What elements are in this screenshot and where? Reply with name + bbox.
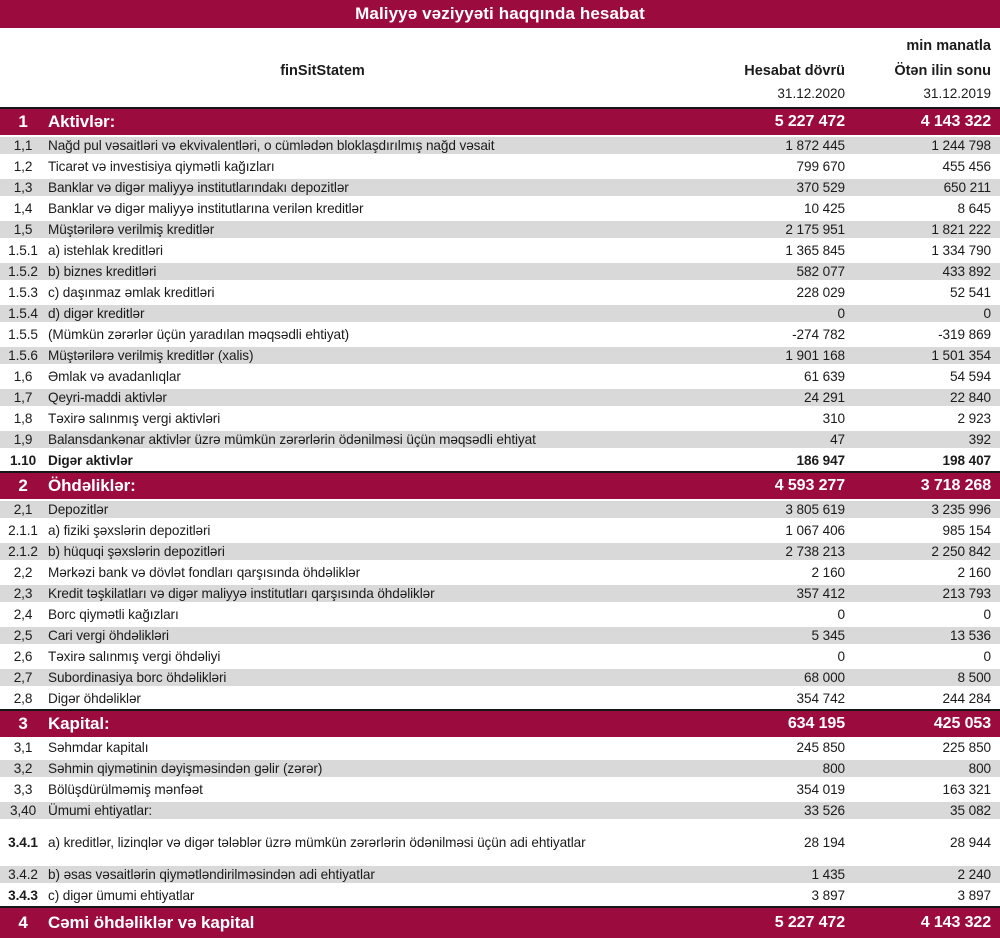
section-row	[0, 906, 1000, 938]
value-current-period: 354 742	[796, 691, 845, 706]
table-row	[0, 450, 1000, 471]
value-previous-period: 163 321	[942, 782, 991, 797]
row-label: c) daşınmaz əmlak kreditləri	[48, 285, 215, 300]
row-label: Qeyri-maddi aktivlər	[48, 390, 167, 405]
header-previous-period: Ötən ilin sonu	[894, 63, 991, 79]
table-row	[0, 240, 1000, 261]
row-number: 2.1.1	[8, 523, 38, 538]
table-row	[0, 345, 1000, 366]
value-current-period: 186 947	[796, 453, 845, 468]
header-current-date: 31.12.2020	[777, 85, 845, 101]
row-number: 1,8	[13, 411, 33, 426]
value-previous-period: 244 284	[942, 691, 991, 706]
table-row	[0, 282, 1000, 303]
value-current-period: 370 529	[796, 180, 845, 195]
value-current-period: 357 412	[796, 586, 845, 601]
table-row	[0, 667, 1000, 688]
row-number: 2	[18, 476, 28, 495]
value-current-period: 1 067 406	[785, 523, 845, 538]
table-row	[0, 779, 1000, 800]
financial-table	[0, 107, 1000, 938]
table-row	[0, 821, 1000, 864]
table-row	[0, 387, 1000, 408]
row-number: 3,3	[13, 782, 33, 797]
value-current-period: 1 872 445	[785, 138, 845, 153]
value-previous-period: 22 840	[950, 390, 991, 405]
row-label: Digər öhdəliklər	[48, 691, 141, 706]
row-number: 1.5.5	[8, 327, 38, 342]
row-label: Balansdankənar aktivlər üzrə mümkün zərərlərin ödənilməsi üçün məqsədli ehtiyat	[48, 432, 536, 447]
value-current-period: 800	[822, 761, 845, 776]
value-current-period: 10 425	[804, 201, 845, 216]
row-number: 1.10	[9, 453, 37, 468]
section-row	[0, 709, 1000, 737]
value-current-period: 634 195	[787, 715, 845, 732]
table-row	[0, 198, 1000, 219]
value-previous-period: 985 154	[942, 523, 991, 538]
row-number: 1	[18, 112, 28, 131]
row-number: 1.5.1	[8, 243, 38, 258]
table-row	[0, 520, 1000, 541]
row-label: Səhmin qiymətinin dəyişməsindən gəlir (zərər)	[48, 761, 323, 776]
row-number: 1,1	[13, 138, 33, 153]
row-label: Nağd pul vəsaitləri və ekvivalentləri, o cümlədən bloklaşdırılmış nağd vəsait	[48, 138, 495, 153]
row-number: 1.5.6	[8, 348, 38, 363]
table-row	[0, 604, 1000, 625]
table-row	[0, 219, 1000, 240]
row-label: Aktivlər:	[48, 112, 116, 131]
value-previous-period: 2 240	[957, 867, 991, 882]
value-current-period: 1 435	[811, 867, 845, 882]
value-current-period: 3 897	[811, 888, 845, 903]
value-previous-period: 650 211	[943, 180, 991, 195]
value-previous-period: 800	[968, 761, 991, 776]
row-label: b) biznes kreditləri	[48, 264, 157, 279]
table-row	[0, 177, 1000, 198]
header-previous-date: 31.12.2019	[923, 85, 991, 101]
table-row	[0, 156, 1000, 177]
table-row	[0, 429, 1000, 450]
row-label: Əmlak və avadanlıqlar	[48, 369, 181, 384]
value-previous-period: 3 718 268	[920, 477, 991, 494]
value-current-period: 68 000	[804, 670, 845, 685]
value-current-period: 582 077	[796, 264, 845, 279]
table-row	[0, 758, 1000, 779]
report-title: Maliyyə vəziyyəti haqqında hesabat	[355, 4, 645, 23]
value-current-period: 245 850	[796, 740, 845, 755]
row-number: 1,2	[13, 159, 33, 174]
value-current-period: 5 227 472	[774, 914, 845, 931]
value-previous-period: -319 869	[938, 327, 991, 342]
row-label: Banklar və digər maliyyə institutlarındakı depozitlər	[48, 180, 349, 195]
row-number: 1,3	[13, 180, 33, 195]
row-label: Borc qiymətli kağızları	[48, 607, 179, 622]
row-number: 2,6	[13, 649, 33, 664]
value-previous-period: 213 793	[942, 586, 991, 601]
value-previous-period: 2 250 842	[931, 544, 991, 559]
row-number: 2,3	[13, 586, 33, 601]
value-current-period: 3 805 619	[785, 502, 845, 517]
table-row	[0, 499, 1000, 520]
table-row	[0, 688, 1000, 709]
row-number: 4	[18, 913, 28, 932]
row-label: Ümumi ehtiyatlar:	[48, 803, 153, 818]
row-label: Müştərilərə verilmiş kreditlər	[48, 222, 215, 237]
value-previous-period: 3 235 996	[931, 502, 991, 517]
row-label: Bölüşdürülməmiş mənfəət	[48, 782, 203, 797]
row-label: c) digər ümumi ehtiyatlar	[48, 888, 195, 903]
value-current-period: 799 670	[796, 159, 845, 174]
row-label: Kapital:	[48, 714, 110, 733]
section-row	[0, 471, 1000, 499]
value-previous-period: 0	[983, 607, 991, 622]
value-previous-period: 1 334 790	[931, 243, 991, 258]
value-current-period: 47	[830, 432, 845, 447]
table-row	[0, 646, 1000, 667]
table-row	[0, 303, 1000, 324]
table-row	[0, 541, 1000, 562]
row-number: 3	[18, 714, 28, 733]
row-label: Subordinasiya borc öhdəlikləri	[48, 670, 227, 685]
row-number: 2,5	[13, 628, 33, 643]
value-previous-period: 0	[983, 649, 991, 664]
row-number: 1.5.3	[8, 285, 38, 300]
row-number: 3.4.3	[8, 888, 38, 903]
row-number: 2,2	[13, 565, 33, 580]
row-number: 1.5.2	[8, 264, 38, 279]
table-row	[0, 864, 1000, 885]
row-label: Banklar və digər maliyyə institutlarına verilən kreditlər	[48, 201, 364, 216]
value-current-period: 5 227 472	[774, 113, 845, 130]
value-current-period: -274 782	[792, 327, 845, 342]
value-current-period: 310	[822, 411, 845, 426]
value-current-period: 228 029	[796, 285, 845, 300]
value-previous-period: 425 053	[933, 715, 991, 732]
row-label: Öhdəliklər:	[48, 476, 136, 495]
table-row	[0, 366, 1000, 387]
row-label: b) hüquqi şəxslərin depozitləri	[48, 544, 225, 559]
row-label: Cəmi öhdəliklər və kapital	[48, 913, 255, 932]
value-previous-period: 455 456	[942, 159, 991, 174]
row-label: Müştərilərə verilmiş kreditlər (xalis)	[48, 348, 254, 363]
row-label: Mərkəzi bank və dövlət fondları qarşısında öhdəliklər	[48, 565, 361, 580]
value-previous-period: 198 407	[942, 453, 991, 468]
table-row	[0, 800, 1000, 821]
row-label: d) digər kreditlər	[48, 306, 145, 321]
header-label-column: finSitStatem	[280, 63, 365, 79]
value-current-period: 28 194	[804, 835, 845, 850]
value-current-period: 2 738 213	[785, 544, 845, 559]
table-row	[0, 135, 1000, 156]
row-label: Digər aktivlər	[48, 453, 133, 468]
value-current-period: 33 526	[804, 803, 845, 818]
table-row	[0, 583, 1000, 604]
row-label: Təxirə salınmış vergi öhdəliyi	[48, 649, 221, 664]
table-row	[0, 625, 1000, 646]
row-label: Kredit təşkilatları və digər maliyyə institutları qarşısında öhdəliklər	[48, 586, 435, 601]
table-row	[0, 562, 1000, 583]
row-label: a) fiziki şəxslərin depozitləri	[48, 523, 211, 538]
row-number: 3,1	[13, 740, 33, 755]
value-previous-period: 392	[968, 432, 991, 447]
row-label: Təxirə salınmış vergi aktivləri	[48, 411, 221, 426]
value-previous-period: 52 541	[950, 285, 991, 300]
value-current-period: 2 160	[811, 565, 845, 580]
row-label: Cari vergi öhdəlikləri	[48, 628, 169, 643]
value-current-period: 1 365 845	[785, 243, 845, 258]
row-number: 2.1.2	[8, 544, 38, 559]
row-number: 2,4	[13, 607, 33, 622]
row-label: Depozitlər	[48, 502, 109, 517]
row-label: b) əsas vəsaitlərin qiymətləndirilməsindən adi ehtiyatlar	[48, 867, 375, 882]
value-current-period: 354 019	[796, 782, 845, 797]
row-label: a) kreditlər, lizinqlər və digər tələblər üzrə mümkün zərərlərin ödənilməsi üçün adi ehtiyatlar	[48, 835, 586, 850]
table-row	[0, 261, 1000, 282]
row-number: 3.4.1	[8, 835, 38, 850]
table-row	[0, 885, 1000, 906]
value-previous-period: 54 594	[950, 369, 991, 384]
value-current-period: 4 593 277	[774, 477, 845, 494]
section-row	[0, 107, 1000, 135]
value-previous-period: 2 160	[957, 565, 991, 580]
value-previous-period: 1 501 354	[931, 348, 991, 363]
row-label: (Mümkün zərərlər üçün yaradılan məqsədli ehtiyat)	[48, 327, 350, 342]
table-row	[0, 324, 1000, 345]
row-label: Ticarət və investisiya qiymətli kağızları	[48, 159, 275, 174]
value-previous-period: 8 500	[957, 670, 991, 685]
row-number: 3,40	[9, 803, 37, 818]
value-previous-period: 225 850	[942, 740, 991, 755]
report-title-bar	[0, 0, 1000, 28]
row-number: 2,1	[13, 502, 33, 517]
value-current-period: 2 175 951	[785, 222, 845, 237]
value-current-period: 1 901 168	[785, 348, 845, 363]
row-number: 1,9	[13, 432, 33, 447]
row-label: Səhmdar kapitalı	[48, 740, 149, 755]
row-number: 3.4.2	[8, 867, 38, 882]
row-number: 2,7	[13, 670, 33, 685]
row-label: a) istehlak kreditləri	[48, 243, 163, 258]
row-number: 1,6	[13, 369, 33, 384]
row-number: 2,8	[13, 691, 33, 706]
value-previous-period: 2 923	[957, 411, 991, 426]
value-previous-period: 1 821 222	[931, 222, 991, 237]
value-current-period: 0	[837, 649, 845, 664]
value-previous-period: 0	[983, 306, 991, 321]
table-row	[0, 408, 1000, 429]
value-current-period: 0	[837, 306, 845, 321]
value-current-period: 24 291	[804, 390, 845, 405]
unit-note: min manatla	[906, 38, 991, 54]
row-number: 1,7	[13, 390, 33, 405]
table-header-dates-row	[0, 83, 1000, 107]
row-number: 1.5.4	[8, 306, 38, 321]
value-current-period: 61 639	[804, 369, 845, 384]
value-previous-period: 13 536	[950, 628, 991, 643]
value-previous-period: 1 244 798	[931, 138, 991, 153]
value-previous-period: 35 082	[950, 803, 991, 818]
value-current-period: 5 345	[811, 628, 845, 643]
value-previous-period: 4 143 322	[920, 113, 991, 130]
value-current-period: 0	[837, 607, 845, 622]
value-previous-period: 28 944	[950, 835, 991, 850]
row-number: 1,4	[13, 201, 33, 216]
value-previous-period: 3 897	[957, 888, 991, 903]
table-row	[0, 737, 1000, 758]
value-previous-period: 433 892	[942, 264, 991, 279]
header-current-period: Hesabat dövrü	[744, 63, 845, 79]
value-previous-period: 8 645	[957, 201, 991, 216]
row-number: 3,2	[13, 761, 33, 776]
row-number: 1,5	[13, 222, 33, 237]
table-header-row	[0, 59, 1000, 83]
value-previous-period: 4 143 322	[920, 914, 991, 931]
